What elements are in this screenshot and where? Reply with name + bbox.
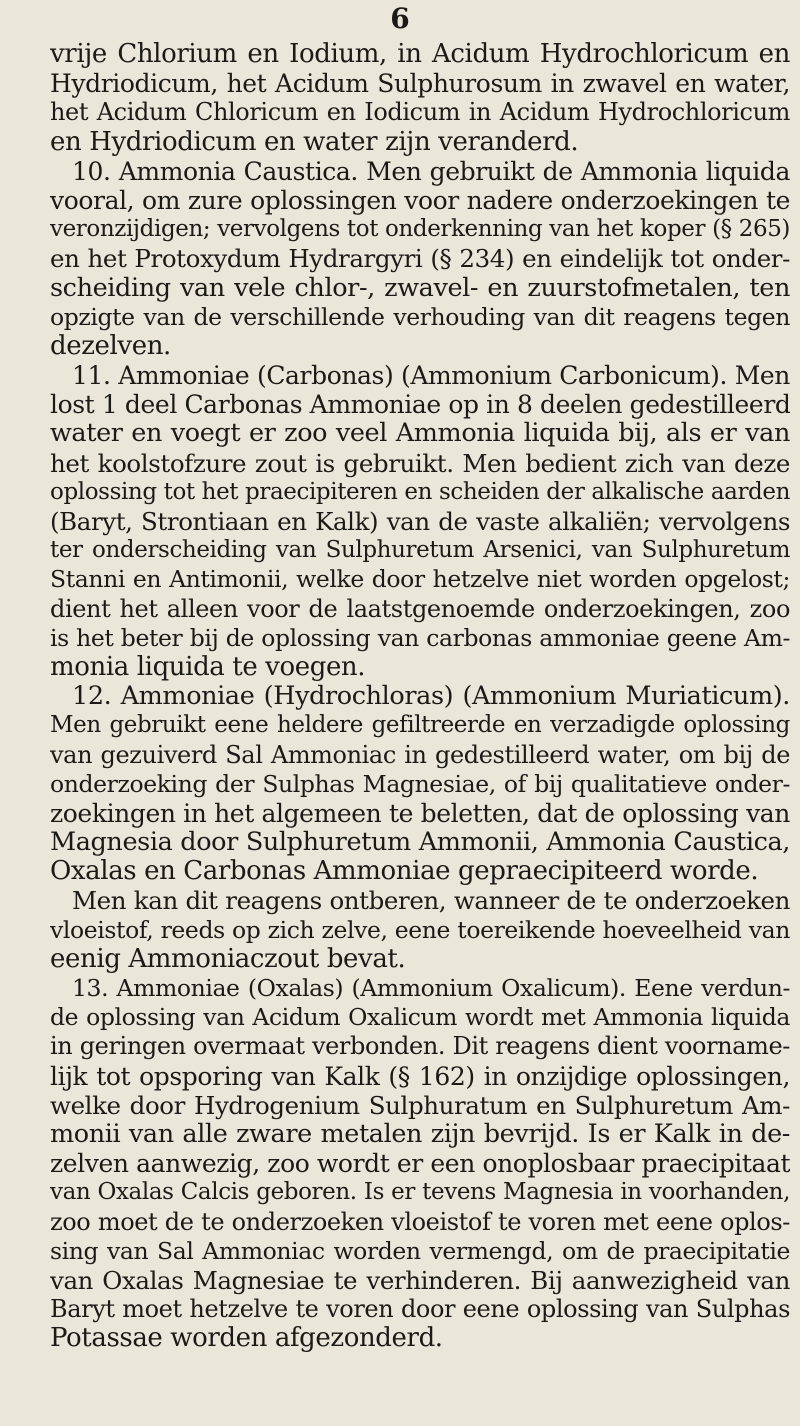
text-line: het Acidum Chloricum en Iodicum in Acidum Hydrochloricum: [50, 98, 790, 127]
text-line: monia liquida te voegen.: [50, 652, 366, 682]
text-line: Oxalas en Carbonas Ammoniae gepraecipiteerd worde.: [50, 857, 759, 887]
text-line: het koolstofzure zout is gebruikt. Men bedient zich van deze: [50, 448, 790, 478]
text-line: 13. Ammoniae (Oxalas) (Ammonium Oxalicum). Eene verdun-: [72, 974, 790, 1002]
text-line: is het beter bij de oplossing van carbonas ammoniae geene Am-: [50, 623, 790, 652]
text-line: oplossing tot het praecipiteren en scheiden der alkalische aarden: [50, 478, 790, 505]
text-line: veronzijdigen; vervolgens tot onderkenning van het koper (§ 265): [50, 216, 790, 243]
text-line: lijk tot opsporing van Kalk (§ 162) in onzijdige oplossingen,: [50, 1061, 790, 1091]
page-number: 6: [390, 2, 410, 35]
body-text: [50, 40, 790, 1353]
text-line: monii van alle zware metalen zijn bevrijd. Is er Kalk in de-: [50, 1119, 790, 1149]
text-line: 11. Ammoniae (Carbonas) (Ammonium Carbonicum). Men: [72, 361, 790, 391]
text-line: onderzoeking der Sulphas Magnesiae, of bij qualitatieve onder-: [50, 769, 790, 798]
text-line: 10. Ammonia Caustica. Men gebruikt de Ammonia liquida: [72, 156, 790, 186]
text-line: Hydriodicum, het Acidum Sulphurosum in zwavel en water,: [50, 69, 790, 99]
text-line: ter onderscheiding van Sulphuretum Arsenici, van Sulphuretum: [50, 537, 790, 564]
text-line: van gezuiverd Sal Ammoniac in gedestilleerd water, om bij de: [50, 740, 790, 769]
text-line: Magnesia door Sulphuretum Ammonii, Ammonia Caustica,: [50, 828, 790, 858]
text-line: vooral, om zure oplossingen voor nadere onderzoekingen te: [50, 185, 790, 215]
text-line: en Hydriodicum en water zijn veranderd.: [50, 127, 579, 157]
text-line: zoo moet de te onderzoeken vloeistof te voren met eene oplos-: [50, 1207, 790, 1236]
text-line: scheiding van vele chlor-, zwavel- en zuurstofmetalen, ten: [50, 273, 790, 303]
text-line: sing van Sal Ammoniac worden vermengd, om de praecipitatie: [50, 1236, 790, 1265]
text-line: dezelven.: [50, 331, 171, 361]
text-line: eenig Ammoniaczout bevat.: [50, 944, 406, 974]
text-line: Potassae worden afgezonderd.: [50, 1324, 443, 1354]
text-line: Stanni en Antimonii, welke door hetzelve niet worden opgelost;: [50, 565, 790, 594]
text-line: welke door Hydrogenium Sulphuratum en Sulphuretum Am-: [50, 1090, 790, 1120]
text-line: Men gebruikt eene heldere gefiltreerde en verzadigde oplossing: [50, 712, 790, 739]
text-line: (Baryt, Strontiaan en Kalk) van de vaste alkaliën; vervolgens: [50, 507, 790, 536]
text-line: lost 1 deel Carbonas Ammoniae op in 8 deelen gedestilleerd: [50, 390, 790, 420]
text-line: in geringen overmaat verbonden. Dit reagens dient voorname-: [50, 1032, 790, 1061]
text-line: water en voegt er zoo veel Ammonia liquida bij, als er van: [50, 419, 790, 449]
text-line: Men kan dit reagens ontberen, wanneer de te onderzoeken: [72, 886, 790, 916]
text-line: dient het alleen voor de laatstgenoemde onderzoekingen, zoo: [50, 594, 790, 623]
text-line: van Oxalas Calcis geboren. Is er tevens Magnesia in voorhanden,: [50, 1179, 790, 1206]
text-line: zoekingen in het algemeen te beletten, dat de oplossing van: [50, 798, 790, 828]
text-line: 12. Ammoniae (Hydrochloras) (Ammonium Muriaticum).: [72, 682, 790, 712]
text-line: zelven aanwezig, zoo wordt er een onoplosbaar praecipitaat: [50, 1149, 790, 1179]
text-line: vrije Chlorium en Iodium, in Acidum Hydrochloricum en: [50, 40, 790, 69]
text-line: Baryt moet hetzelve te voren door eene oplossing van Sulphas: [50, 1295, 790, 1324]
text-line: van Oxalas Magnesiae te verhinderen. Bij aanwezigheid van: [50, 1265, 790, 1295]
text-line: de oplossing van Acidum Oxalicum wordt met Ammonia liquida: [50, 1003, 790, 1032]
text-line: opzigte van de verschillende verhouding van dit reagens tegen: [50, 302, 790, 331]
text-line: vloeistof, reeds op zich zelve, eene toereikende hoeveelheid van: [50, 915, 790, 944]
text-line: en het Protoxydum Hydrargyri (§ 234) en eindelijk tot onder-: [50, 244, 790, 274]
